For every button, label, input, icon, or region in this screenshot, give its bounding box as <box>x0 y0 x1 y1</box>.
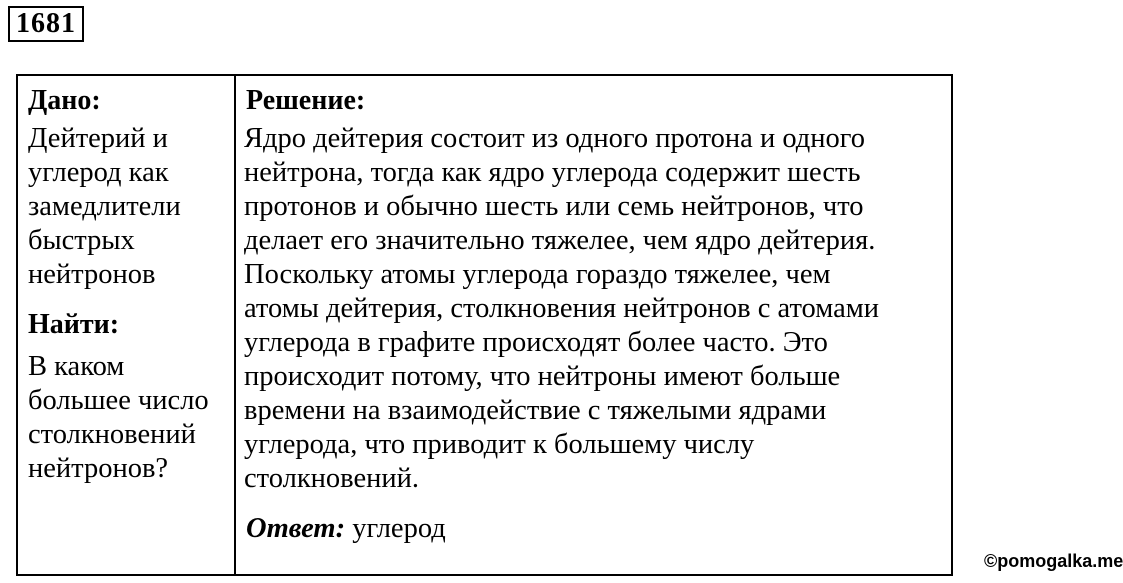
given-column <box>18 76 236 574</box>
solution-table <box>16 74 1123 576</box>
find-heading: Найти: <box>28 309 120 340</box>
given-heading: Дано: <box>28 85 101 116</box>
find-text: В каком большее число столкновений нейтронов? <box>28 351 209 484</box>
answer-value: углерод <box>352 513 446 544</box>
given-text: Дейтерий и углерод как замедлители быстрых нейтронов <box>28 123 181 290</box>
answer-line <box>246 512 446 546</box>
solution-text: Ядро дейтерия состоит из одного протона и одного нейтрона, тогда как ядро углерода содержит шесть протонов и обычно шесть или семь нейтронов, что делает его значительно тяжелее, чем ядро дейтерия. Поскольку атомы углерода гораздо тяжелее, чем атомы дейтерия, столкновения нейтронов с атомами углерода в графите происходят более часто. Это происходит потому, что нейтроны имеют больше времени на взаимодействие с тяжелыми ядрами углерода, что приводит к большему числу столкновений. <box>244 123 880 494</box>
solution-heading: Решение: <box>246 85 366 116</box>
watermark: ©pomogalka.me <box>984 551 1123 571</box>
solution-column <box>236 76 1123 574</box>
answer-label: Ответ: <box>246 513 346 544</box>
problem-number: 1681 <box>8 6 84 42</box>
